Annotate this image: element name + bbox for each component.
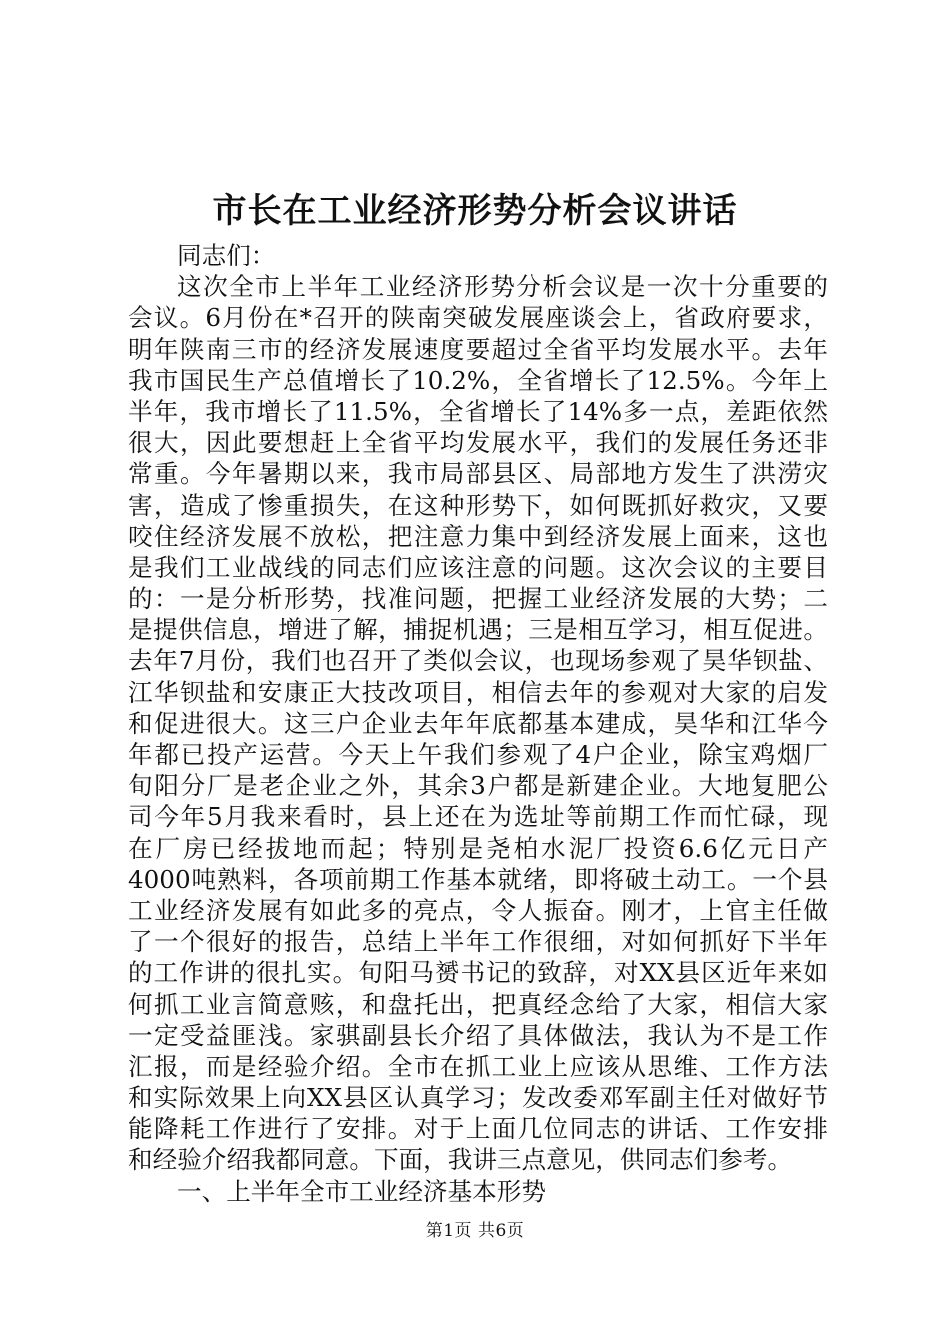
- paragraph-line: 咬住经济发展不放松，把注意力集中到经济发展上面来，这也: [128, 521, 828, 551]
- paragraph: [128, 271, 828, 1175]
- paragraph-line: 的工作讲的很扎实。旬阳马赟书记的致辞，对XX县区近年来如: [128, 958, 828, 988]
- paragraph-line: 去年7月份，我们也召开了类似会议，也现场参观了昊华钡盐、: [128, 646, 828, 676]
- document-body: [128, 240, 828, 1207]
- paragraph-line: 和实际效果上向XX县区认真学习；发改委邓军副主任对做好节: [128, 1083, 828, 1113]
- greeting: 同志们：: [177, 241, 276, 270]
- paragraph-line: 是我们工业战线的同志们应该注意的问题。这次会议的主要目: [128, 552, 828, 582]
- paragraph-line: 年都已投产运营。今天上午我们参观了4户企业，除宝鸡烟厂: [128, 740, 828, 769]
- paragraph-line: 常重。今年暑期以来，我市局部县区、局部地方发生了洪涝灾: [128, 459, 828, 489]
- paragraph-line: 何抓工业言简意赅，和盘托出，把真经念给了大家，相信大家: [128, 989, 828, 1019]
- paragraph-line: 工业经济发展有如此多的亮点，令人振奋。刚才，上官主任做: [128, 895, 828, 925]
- paragraph-line: 4000吨熟料，各项前期工作基本就绪，即将破土动工。一个县: [128, 864, 828, 894]
- paragraph-line: 司今年5月我来看时，县上还在为选址等前期工作而忙碌，现: [128, 802, 828, 832]
- paragraph-line: 一定受益匪浅。家骐副县长介绍了具体做法，我认为不是工作: [128, 1020, 828, 1050]
- paragraph-line: 旬阳分厂是老企业之外，其余3户都是新建企业。大地复肥公: [128, 771, 828, 801]
- page-footer: 第1页 共6页: [425, 1221, 525, 1241]
- paragraph-line: 会议。6月份在*召开的陕南突破发展座谈会上，省政府要求，: [128, 303, 828, 333]
- paragraph-line: 半年，我市增长了11.5%，全省增长了14%多一点，差距依然: [128, 396, 828, 426]
- paragraph-line: 这次全市上半年工业经济形势分析会议是一次十分重要的: [177, 272, 828, 302]
- paragraph-line: 很大，因此要想赶上全省平均发展水平，我们的发展任务还非: [128, 428, 828, 458]
- paragraph-line: 和促进很大。这三户企业去年年底都基本建成，昊华和江华今: [128, 708, 828, 738]
- paragraph-line: 明年陕南三市的经济发展速度要超过全省平均发展水平。去年: [128, 334, 828, 364]
- document-title: 市长在工业经济形势分析会议讲话: [212, 191, 738, 231]
- paragraph-line: 的：一是分析形势，找准问题，把握工业经济发展的大势；二: [128, 584, 828, 614]
- paragraph-line: 和经验介绍我都同意。下面，我讲三点意见，供同志们参考。: [128, 1145, 793, 1175]
- paragraph-line: 能降耗工作进行了安排。对于上面几位同志的讲话、工作安排: [128, 1114, 828, 1144]
- paragraph-line: 了一个很好的报告，总结上半年工作很细，对如何抓好下半年: [128, 927, 828, 957]
- paragraph-line: 害，造成了惨重损失，在这种形势下，如何既抓好救灾，又要: [128, 490, 828, 520]
- paragraph-line: 在厂房已经拔地而起；特别是尧柏水泥厂投资6.6亿元日产: [128, 833, 828, 863]
- paragraph-line: 江华钡盐和安康正大技改项目，相信去年的参观对大家的启发: [128, 677, 828, 707]
- paragraph-line: 汇报，而是经验介绍。全市在抓工业上应该从思维、工作方法: [128, 1051, 828, 1081]
- paragraph-line: 是提供信息，增进了解，捕捉机遇；三是相互学习，相互促进。: [128, 615, 828, 645]
- paragraph-line: 我市国民生产总值增长了10.2%，全省增长了12.5%。今年上: [128, 365, 828, 395]
- section-heading: 一、上半年全市工业经济基本形势: [177, 1176, 546, 1206]
